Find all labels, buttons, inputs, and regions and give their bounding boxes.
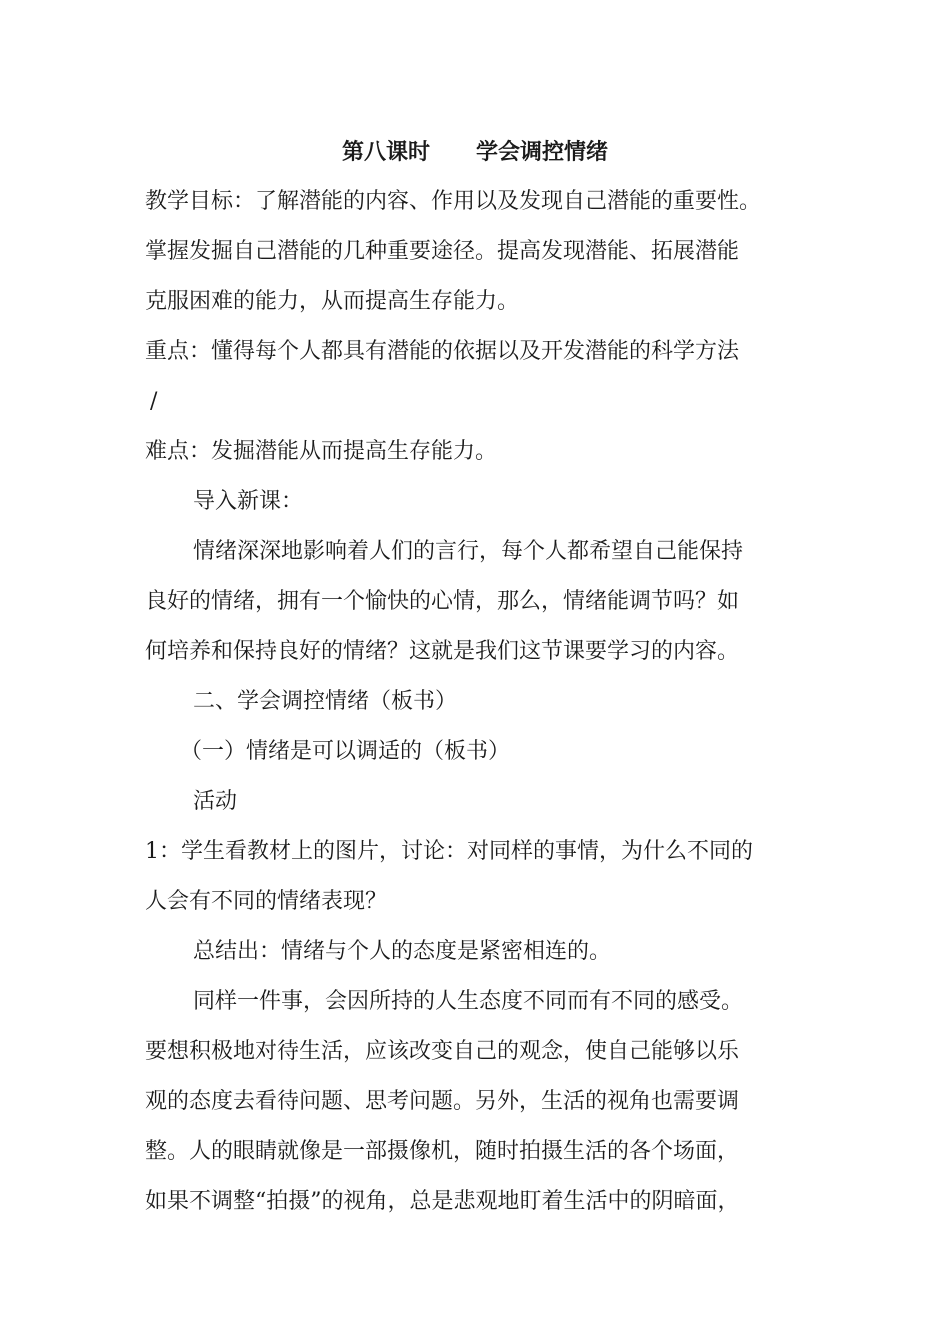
- body-line-5: 如果不调整“拍摄”的视角，总是悲观地盯着生活中的阴暗面，: [145, 1189, 740, 1214]
- body-line-1: 同样一件事，会因所持的人生态度不同而有不同的感受。: [193, 989, 744, 1014]
- body-line-4: 整。人的眼睛就像是一部摄像机，随时拍摄生活的各个场面，: [145, 1139, 740, 1164]
- objective-line-3: 克服困难的能力，从而提高生存能力。: [145, 289, 520, 314]
- lesson-title: 第八课时 学会调控情绪: [342, 139, 608, 165]
- activity-label: 活动: [193, 789, 238, 814]
- key-point-line: 重点：懂得每个人都具有潜能的依据以及开发潜能的科学方法: [145, 339, 740, 364]
- objective-line-1: 教学目标：了解潜能的内容、作用以及发现自己潜能的重要性。: [145, 189, 762, 214]
- slash-line: /: [150, 389, 158, 414]
- section-heading: 二、学会调控情绪（板书）: [193, 689, 458, 714]
- summary-line: 总结出：情绪与个人的态度是紧密相连的。: [193, 939, 612, 964]
- objective-line-2: 掌握发掘自己潜能的几种重要途径。提高发现潜能、拓展潜能: [145, 239, 740, 264]
- intro-paragraph-line-1: 情绪深深地影响着人们的言行，每个人都希望自己能保持: [193, 539, 744, 564]
- difficulty-line: 难点：发掘潜能从而提高生存能力。: [145, 439, 498, 464]
- intro-paragraph-line-3: 何培养和保持良好的情绪？这就是我们这节课要学习的内容。: [145, 639, 740, 664]
- activity-line-2: 人会有不同的情绪表现？: [145, 889, 388, 914]
- subsection-heading: （一）情绪是可以调适的（板书）: [180, 739, 511, 764]
- intro-heading: 导入新课：: [193, 489, 304, 514]
- body-line-2: 要想积极地对待生活，应该改变自己的观念，使自己能够以乐: [145, 1039, 740, 1064]
- body-line-3: 观的态度去看待问题、思考问题。另外，生活的视角也需要调: [145, 1089, 740, 1114]
- activity-line-1: 1：学生看教材上的图片，讨论：对同样的事情，为什么不同的: [145, 839, 753, 864]
- intro-paragraph-line-2: 良好的情绪，拥有一个愉快的心情，那么，情绪能调节吗？如: [145, 589, 740, 614]
